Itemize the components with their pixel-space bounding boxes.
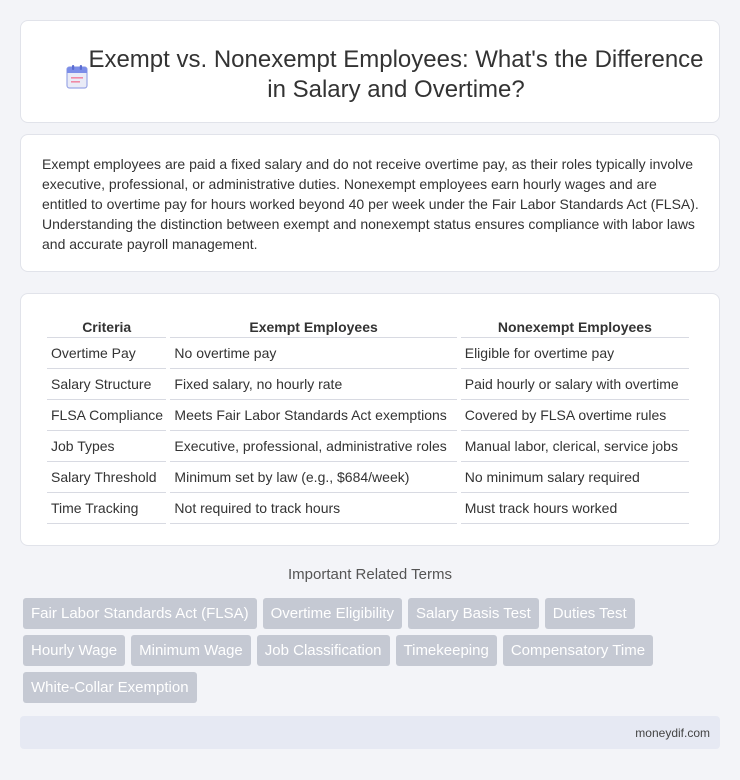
table-cell: Paid hourly or salary with overtime xyxy=(461,369,689,400)
table-cell: Executive, professional, administrative roles xyxy=(170,431,456,462)
table-row xyxy=(47,462,689,493)
term-tag[interactable]: Job Classification xyxy=(257,635,390,666)
table-cell: Meets Fair Labor Standards Act exemptions xyxy=(170,400,456,431)
footer xyxy=(20,716,720,749)
term-tag[interactable]: White-Collar Exemption xyxy=(23,672,197,703)
term-tag[interactable]: Salary Basis Test xyxy=(408,598,539,629)
table-row xyxy=(47,493,689,524)
table-cell: Covered by FLSA overtime rules xyxy=(461,400,689,431)
header-criteria: Criteria xyxy=(47,315,166,338)
table-header-row xyxy=(47,315,689,338)
header-nonexempt: Nonexempt Employees xyxy=(461,315,689,338)
title-card xyxy=(20,20,720,123)
table-cell: Job Types xyxy=(47,431,166,462)
table-cell: Must track hours worked xyxy=(461,493,689,524)
table-cell: Not required to track hours xyxy=(170,493,456,524)
table-row xyxy=(47,369,689,400)
intro-card xyxy=(20,134,720,272)
header-exempt: Exempt Employees xyxy=(170,315,456,338)
term-tag[interactable]: Hourly Wage xyxy=(23,635,125,666)
related-terms-list xyxy=(23,598,703,709)
term-tag[interactable]: Compensatory Time xyxy=(503,635,653,666)
page-title: Exempt vs. Nonexempt Employees: What's the Difference in Salary and Overtime? xyxy=(88,46,704,103)
table-row xyxy=(47,431,689,462)
intro-paragraph: Exempt employees are paid a fixed salary and do not receive overtime pay, as their roles typically involve executive, professional, or administrative duties. Nonexempt employees earn hourly wages and are entitled to overtime pay for hours worked beyond 40 per week under the Fair Labor Standards Act (FLSA). Understanding the distinction between exempt and nonexempt status ensures compliance with labor laws and accurate payroll management. xyxy=(42,156,699,252)
footer-site-link[interactable]: moneydif.com xyxy=(635,726,710,740)
term-tag[interactable]: Overtime Eligibility xyxy=(263,598,402,629)
table-cell: No minimum salary required xyxy=(461,462,689,493)
table-cell: Overtime Pay xyxy=(47,338,166,369)
term-tag[interactable]: Fair Labor Standards Act (FLSA) xyxy=(23,598,257,629)
table-row xyxy=(47,338,689,369)
term-tag[interactable]: Minimum Wage xyxy=(131,635,251,666)
table-cell: Eligible for overtime pay xyxy=(461,338,689,369)
table-cell: Salary Structure xyxy=(47,369,166,400)
table-cell: Manual labor, clerical, service jobs xyxy=(461,431,689,462)
comparison-table xyxy=(43,315,693,524)
comparison-table-card xyxy=(20,293,720,546)
related-terms-heading: Important Related Terms xyxy=(288,566,452,583)
table-cell: FLSA Compliance xyxy=(47,400,166,431)
table-cell: No overtime pay xyxy=(170,338,456,369)
table-cell: Salary Threshold xyxy=(47,462,166,493)
table-cell: Fixed salary, no hourly rate xyxy=(170,369,456,400)
table-cell: Minimum set by law (e.g., $684/week) xyxy=(170,462,456,493)
term-tag[interactable]: Duties Test xyxy=(545,598,635,629)
term-tag[interactable]: Timekeeping xyxy=(396,635,497,666)
table-row xyxy=(47,400,689,431)
table-cell: Time Tracking xyxy=(47,493,166,524)
